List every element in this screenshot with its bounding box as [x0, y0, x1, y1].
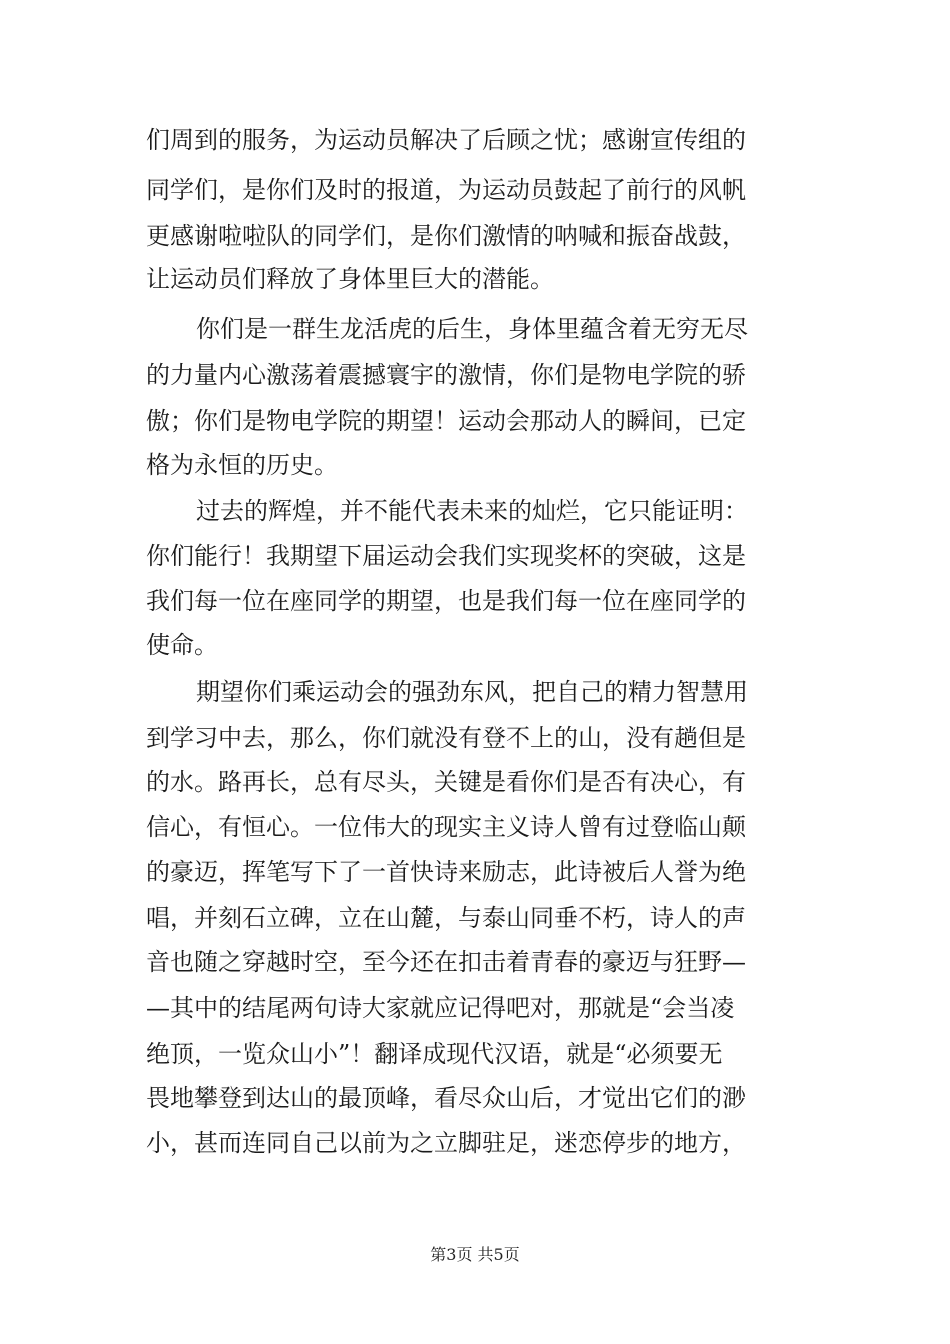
- text-line: 同学们，是你们及时的报道，为运动员鼓起了前行的风帆: [146, 176, 746, 204]
- text-line: 你们是一群生龙活虎的后生，身体里蕴含着无穷无尽: [196, 315, 748, 343]
- text-line: —其中的结尾两句诗大家就应记得吧对，那就是“会当凌: [146, 994, 735, 1022]
- text-line: 期望你们乘运动会的强劲东风，把自己的精力智慧用: [196, 678, 748, 706]
- text-line: 格为永恒的历史。: [146, 451, 338, 479]
- page-number: 第3页 共5页: [430, 1245, 520, 1264]
- text-line: 更感谢啦啦队的同学们，是你们激情的呐喊和振奋战鼓，: [146, 222, 746, 250]
- text-line: 你们能行！我期望下届运动会我们实现奖杯的突破，这是: [146, 542, 746, 570]
- text-line: 绝顶，一览众山小”！翻译成现代汉语，就是“必须要无: [146, 1040, 723, 1068]
- text-line: 的水。路再长，总有尽头，关键是看你们是否有决心，有: [146, 768, 746, 796]
- text-line: 信心，有恒心。一位伟大的现实主义诗人曾有过登临山颠: [146, 813, 746, 841]
- text-line: 傲；你们是物电学院的期望！运动会那动人的瞬间，已定: [146, 407, 746, 435]
- text-line: 到学习中去，那么，你们就没有登不上的山，没有趟但是: [146, 724, 746, 752]
- text-line: 的豪迈，挥笔写下了一首快诗来励志，此诗被后人誉为绝: [146, 858, 746, 886]
- text-line: 畏地攀登到达山的最顶峰，看尽众山后，才觉出它们的渺: [146, 1084, 746, 1112]
- text-line: 让运动员们释放了身体里巨大的潜能。: [146, 265, 554, 293]
- text-line: 音也随之穿越时空，至今还在扣击着青春的豪迈与狂野—: [146, 948, 746, 976]
- text-line: 的力量内心激荡着震撼寰宇的激情，你们是物电学院的骄: [146, 361, 746, 389]
- text-line: 我们每一位在座同学的期望，也是我们每一位在座同学的: [146, 587, 746, 615]
- text-line: 使命。: [146, 631, 218, 659]
- text-line: 小，甚而连同自己以前为之立脚驻足，迷恋停步的地方，: [146, 1129, 746, 1157]
- text-line: 们周到的服务，为运动员解决了后顾之忧；感谢宣传组的: [146, 126, 746, 154]
- text-line: 唱，并刻石立碑，立在山麓，与泰山同垂不朽，诗人的声: [146, 904, 746, 932]
- text-line: 过去的辉煌，并不能代表未来的灿烂，它只能证明：: [196, 497, 748, 525]
